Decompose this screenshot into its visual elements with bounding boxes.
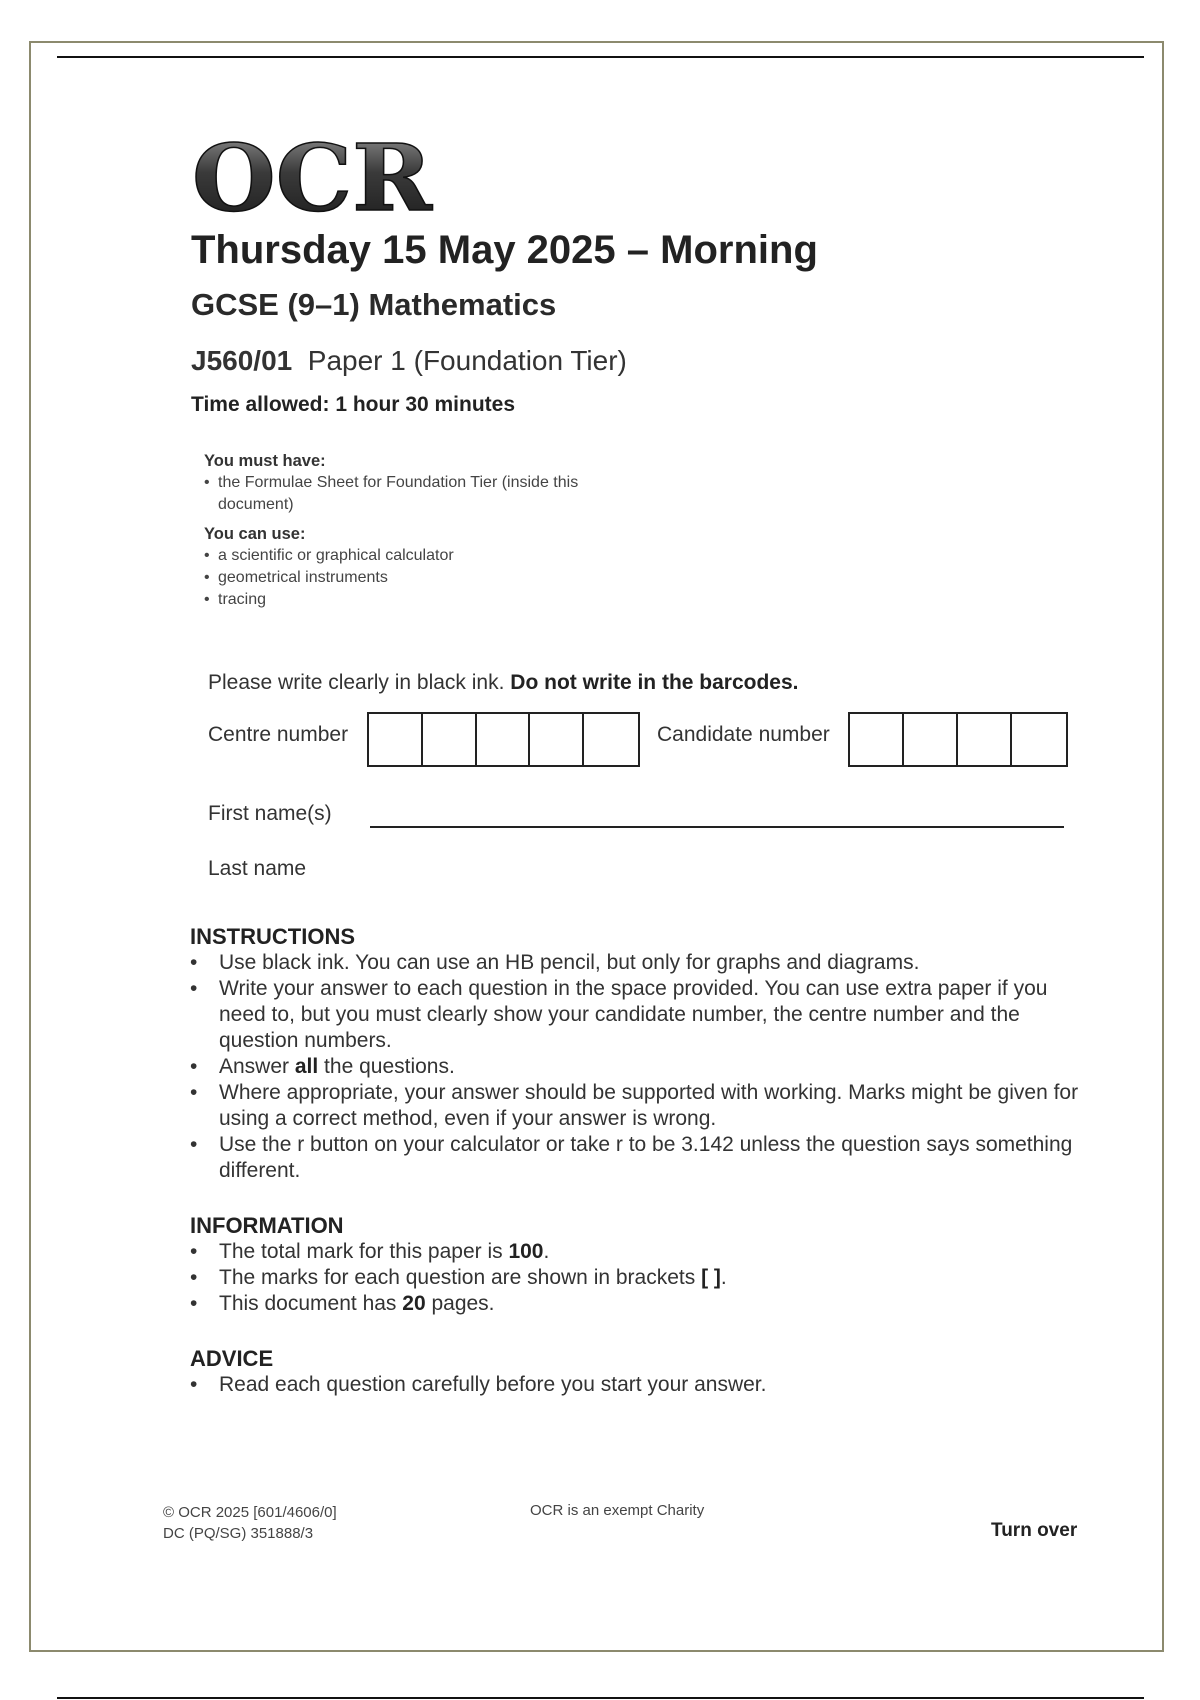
top-rule	[57, 56, 1144, 58]
turn-over-label: Turn over	[991, 1520, 1078, 1541]
list-item: • Use the r button on your calculator or take r to be 3.142 unless the question says something different.	[190, 1132, 1090, 1184]
centre-number-digit-box[interactable]	[584, 714, 638, 765]
information-heading: INFORMATION	[190, 1213, 344, 1238]
charity-text: OCR is an exempt Charity	[530, 1502, 705, 1519]
instructions-list	[190, 950, 1090, 1184]
must-have-list	[204, 472, 644, 516]
centre-number-digit-box[interactable]	[477, 714, 531, 765]
document-ref: DC (PQ/SG) 351888/3	[163, 1525, 314, 1542]
list-item: • the Formulae Sheet for Foundation Tier (inside this document)	[204, 472, 644, 516]
ocr-logo-text: OCR	[192, 138, 433, 218]
text-run: .	[543, 1240, 550, 1263]
paper-title: Paper 1 (Foundation Tier)	[307, 345, 627, 376]
advice-list	[190, 1372, 1090, 1398]
emphasis: all	[294, 1055, 319, 1078]
exam-subject: GCSE (9–1) Mathematics	[191, 287, 557, 322]
copyright-text: © OCR 2025 [601/4606/0]	[163, 1504, 337, 1521]
list-item	[190, 1054, 1090, 1080]
instructions-heading: INSTRUCTIONS	[190, 924, 355, 949]
text-run: The marks for each question are shown in brackets	[219, 1266, 702, 1289]
list-item: • geometrical instruments	[204, 567, 644, 589]
candidate-number-digit-box[interactable]	[958, 714, 1012, 765]
page-frame	[29, 41, 1164, 1652]
time-allowed: Time allowed: 1 hour 30 minutes	[191, 393, 516, 416]
first-name-label: First name(s)	[208, 802, 332, 825]
must-have-heading: You must have:	[204, 452, 326, 470]
text-run: The total mark for this paper is	[219, 1240, 509, 1263]
text-run: .	[720, 1266, 727, 1289]
centre-number-boxes	[367, 712, 640, 767]
text-run: Answer	[219, 1055, 295, 1078]
list-item: • Write your answer to each question in the space provided. You can use extra paper if you need to, but you must clearly show your candidate number, the centre number and the question numbers.	[190, 976, 1090, 1054]
bottom-rule	[57, 1697, 1144, 1699]
list-item: • a scientific or graphical calculator	[204, 545, 644, 567]
candidate-number-digit-box[interactable]	[904, 714, 958, 765]
paper-code: J560/01	[191, 345, 293, 376]
brackets: [ ]	[701, 1266, 721, 1289]
candidate-number-digit-box[interactable]	[1012, 714, 1066, 765]
ocr-logo	[192, 138, 438, 218]
ink-instruction-bold: Do not write in the barcodes.	[510, 671, 799, 694]
first-name-field[interactable]	[370, 826, 1064, 828]
ink-instruction	[208, 671, 799, 695]
text-run: pages.	[425, 1292, 495, 1315]
list-item	[190, 1239, 1090, 1265]
list-item: • Use black ink. You can use an HB pencil, but only for graphs and diagrams.	[190, 950, 1090, 976]
centre-number-label: Centre number	[208, 723, 349, 746]
list-item: • tracing	[204, 589, 644, 611]
exam-date: Thursday 15 May 2025 – Morning	[191, 228, 818, 272]
requirements-block	[204, 450, 644, 611]
ink-instruction-plain: Please write clearly in black ink.	[208, 671, 505, 694]
list-item	[190, 1291, 1090, 1317]
paper-line	[191, 345, 627, 377]
footer-reference	[163, 1502, 337, 1544]
information-list	[190, 1239, 1090, 1317]
centre-number-digit-box[interactable]	[530, 714, 584, 765]
candidate-number-boxes	[848, 712, 1068, 767]
list-item: • Where appropriate, your answer should be supported with working. Marks might be given for using a correct method, even if your answer is wrong.	[190, 1080, 1090, 1132]
centre-number-digit-box[interactable]	[423, 714, 477, 765]
text-run: the questions.	[318, 1055, 455, 1078]
advice-heading: ADVICE	[190, 1346, 274, 1371]
centre-number-digit-box[interactable]	[369, 714, 423, 765]
candidate-number-digit-box[interactable]	[850, 714, 904, 765]
list-item: • Read each question carefully before you start your answer.	[190, 1372, 1090, 1398]
page-count: 20	[402, 1292, 426, 1315]
candidate-number-label: Candidate number	[657, 723, 830, 746]
total-mark: 100	[508, 1240, 544, 1263]
list-item	[190, 1265, 1090, 1291]
can-use-heading: You can use:	[204, 525, 306, 543]
text-run: This document has	[219, 1292, 403, 1315]
last-name-label: Last name	[208, 857, 307, 880]
can-use-list	[204, 545, 644, 611]
